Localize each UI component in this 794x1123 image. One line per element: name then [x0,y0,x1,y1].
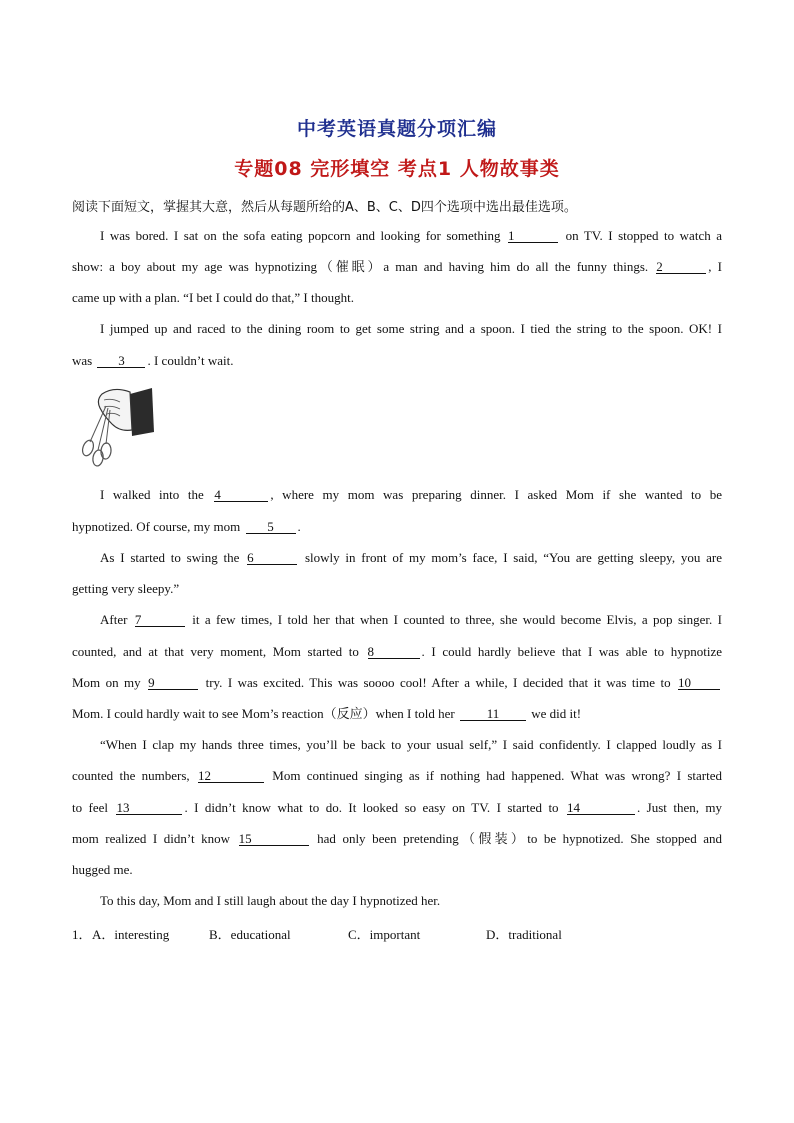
text-line [72,644,722,660]
text-line [72,353,722,369]
text-fragment: try. I was excited. This was soooo cool! After a while, I decided that it was time to [205,675,671,690]
text-fragment: . I didn’t know what to do. It looked so easy on TV. I started to [184,800,559,815]
text-fragment: . Just then, my [637,800,723,815]
option-b[interactable]: B．educational [209,927,291,942]
blank-13: 13 [116,801,182,815]
text-fragment: show: a boy about my age was hypnotizing（催眠）a man and having him do all the funny things. [72,259,649,274]
page-subtitle: 专题08 完形填空 考点1 人物故事类 [234,158,560,180]
text-fragment: , where my mom was preparing dinner. I asked Mom if she wanted to be [270,487,723,502]
blank-1: 1 [508,229,558,243]
blank-10: 10 [678,676,720,690]
text-fragment: to feel [72,800,109,815]
text-line [100,228,722,244]
blank-9: 9 [148,676,198,690]
hand-string-spoon-illustration [70,380,160,472]
text-line: getting very sleepy.” [72,581,180,596]
text-line [100,487,722,503]
text-line [100,612,722,628]
text-fragment: I walked into the [100,487,204,502]
instructions: 阅读下面短文，掌握其大意，然后从每题所给的A、B、C、D四个选项中选出最佳选项。 [72,200,577,215]
text-fragment: Mom. I could hardly wait to see Mom’s reaction（反应）when I told her [72,706,455,721]
blank-5: 5 [246,520,296,534]
text-fragment: counted the numbers, [72,768,190,783]
page-title: 中考英语真题分项汇编 [296,118,497,140]
question-number: 1． [72,927,92,942]
text-fragment: it a few times, I told her that when I counted to three, she would become Elvis, a pop singer. I [192,612,722,627]
hand-spoon-icon [70,380,160,472]
text-fragment: slowly in front of my mom’s face, I said, “You are getting sleepy, you are [304,550,722,565]
text-line: “When I clap my hands three times, you’ll be back to your usual self,” I said confidently. I clapped loudly as I [100,737,722,752]
text-fragment: Mom on my [72,675,141,690]
blank-8: 8 [368,645,420,659]
option-d[interactable]: D．traditional [486,927,562,942]
text-fragment: Mom continued singing as if nothing had happened. What was wrong? I started [272,768,723,783]
text-line [72,831,722,847]
blank-3: 3 [97,354,145,368]
blank-12: 12 [198,769,264,783]
text-fragment: hypnotized. Of course, my mom [72,519,241,534]
text-line [72,768,722,784]
blank-6: 6 [247,551,297,565]
blank-4: 4 [214,488,268,502]
text-fragment: on TV. I stopped to watch a [565,228,722,243]
text-line [72,259,722,275]
option-a[interactable]: A．interesting [92,927,170,942]
text-fragment: counted, and at that very moment, Mom started to [72,644,359,659]
text-fragment: As I started to swing the [100,550,240,565]
blank-14: 14 [567,801,635,815]
text-fragment: was [72,353,93,368]
text-line: I jumped up and raced to the dining room to get some string and a spoon. I tied the string to the spoon. OK! I [100,321,722,336]
blank-11: 11 [460,707,526,721]
text-line [72,519,722,535]
text-line [72,800,722,816]
text-fragment: we did it! [531,706,582,721]
text-fragment: mom realized I didn’t know [72,831,231,846]
text-line: came up with a plan. “I bet I could do that,” I thought. [72,290,354,305]
blank-7: 7 [135,613,185,627]
text-fragment: I was bored. I sat on the sofa eating popcorn and looking for something [100,228,501,243]
text-line [72,675,722,691]
text-line [72,706,722,722]
text-line: To this day, Mom and I still laugh about the day I hypnotized her. [100,893,441,908]
text-line [100,550,722,566]
text-fragment: , I [708,259,722,274]
text-fragment: had only been pretending（假装）to be hypnotized. She stopped and [317,831,723,846]
blank-2: 2 [656,260,706,274]
option-c[interactable]: C．important [348,927,421,942]
question-1 [72,924,562,943]
text-fragment: . I could hardly believe that I was able to hypnotize [421,644,723,659]
blank-15: 15 [239,832,309,846]
text-fragment: . I couldn’t wait. [147,353,234,368]
text-fragment: After [100,612,128,627]
text-fragment: . [297,519,301,534]
text-line: hugged me. [72,862,133,877]
